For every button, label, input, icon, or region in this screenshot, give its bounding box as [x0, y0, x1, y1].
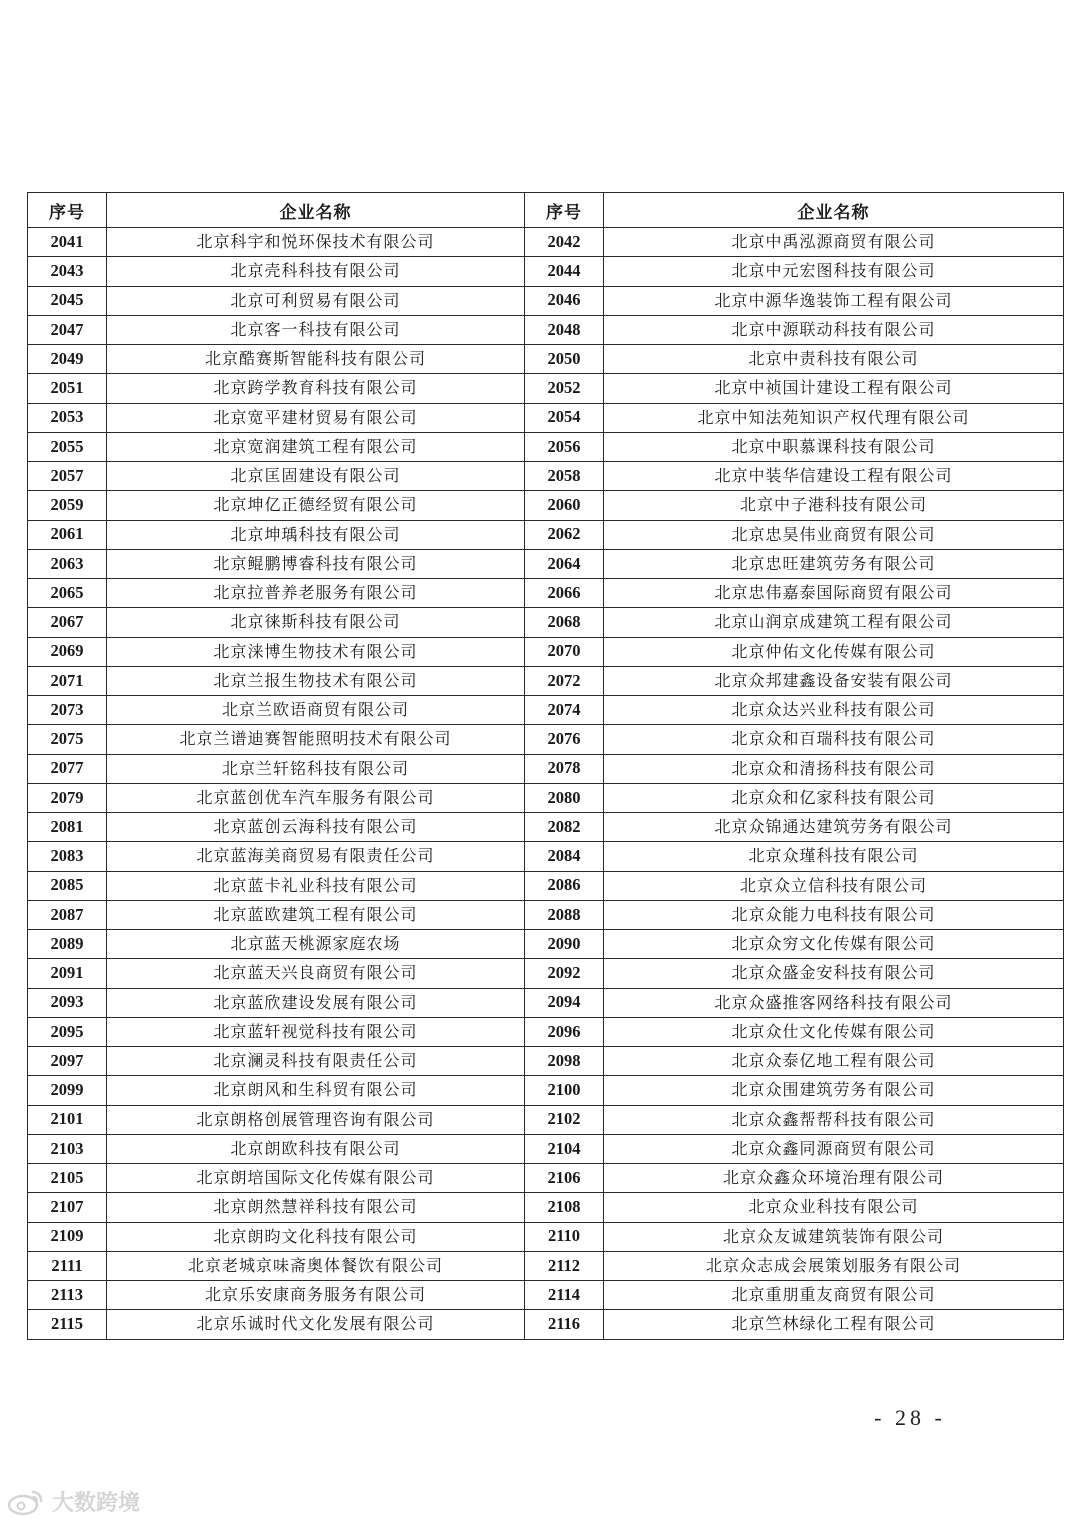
- company-name-cell: 北京朗昀文化科技有限公司: [107, 1222, 525, 1251]
- company-name-cell: 北京乐诚时代文化发展有限公司: [107, 1310, 525, 1339]
- company-name-cell: 北京中元宏图科技有限公司: [604, 257, 1064, 286]
- seq-cell: 2071: [28, 666, 107, 695]
- seq-cell: 2100: [525, 1076, 604, 1105]
- seq-cell: 2057: [28, 462, 107, 491]
- company-name-cell: 北京仲佑文化传媒有限公司: [604, 637, 1064, 666]
- seq-cell: 2106: [525, 1164, 604, 1193]
- table-row: [28, 1164, 1064, 1193]
- seq-cell: 2080: [525, 783, 604, 812]
- seq-cell: 2109: [28, 1222, 107, 1251]
- seq-cell: 2042: [525, 228, 604, 257]
- seq-cell: 2063: [28, 549, 107, 578]
- table-row: [28, 549, 1064, 578]
- seq-cell: 2084: [525, 842, 604, 871]
- seq-cell: 2092: [525, 959, 604, 988]
- company-name-cell: 北京科宇和悦环保技术有限公司: [107, 228, 525, 257]
- company-name-cell: 北京跨学教育科技有限公司: [107, 374, 525, 403]
- seq-cell: 2068: [525, 608, 604, 637]
- company-name-cell: 北京众泰亿地工程有限公司: [604, 1047, 1064, 1076]
- company-name-cell: 北京中职慕课科技有限公司: [604, 432, 1064, 461]
- table-row: [28, 579, 1064, 608]
- company-name-cell: 北京忠昊伟业商贸有限公司: [604, 520, 1064, 549]
- seq-cell: 2044: [525, 257, 604, 286]
- company-name-cell: 北京众穷文化传媒有限公司: [604, 930, 1064, 959]
- table-row: [28, 462, 1064, 491]
- company-name-cell: 北京蓝创优车汽车服务有限公司: [107, 783, 525, 812]
- seq-cell: 2096: [525, 1017, 604, 1046]
- company-name-cell: 北京可利贸易有限公司: [107, 286, 525, 315]
- seq-cell: 2073: [28, 696, 107, 725]
- seq-cell: 2099: [28, 1076, 107, 1105]
- weibo-logo-icon: [6, 1488, 46, 1516]
- header-seq-left: 序号: [28, 193, 107, 228]
- table-row: [28, 1193, 1064, 1222]
- seq-cell: 2046: [525, 286, 604, 315]
- company-name-cell: 北京中装华信建设工程有限公司: [604, 462, 1064, 491]
- company-name-cell: 北京众仕文化传媒有限公司: [604, 1017, 1064, 1046]
- company-name-cell: 北京众友诚建筑装饰有限公司: [604, 1222, 1064, 1251]
- seq-cell: 2049: [28, 345, 107, 374]
- company-name-cell: 北京匡固建设有限公司: [107, 462, 525, 491]
- company-name-cell: 北京中祯国计建设工程有限公司: [604, 374, 1064, 403]
- table-row: [28, 959, 1064, 988]
- table-row: [28, 1017, 1064, 1046]
- company-name-cell: 北京宽平建材贸易有限公司: [107, 403, 525, 432]
- company-name-cell: 北京兰谱迪赛智能照明技术有限公司: [107, 725, 525, 754]
- seq-cell: 2050: [525, 345, 604, 374]
- company-name-cell: 北京拉普养老服务有限公司: [107, 579, 525, 608]
- table-row: [28, 228, 1064, 257]
- seq-cell: 2093: [28, 988, 107, 1017]
- company-name-cell: 北京客一科技有限公司: [107, 315, 525, 344]
- company-name-cell: 北京老城京味斋奥体餐饮有限公司: [107, 1251, 525, 1280]
- table-row: [28, 725, 1064, 754]
- seq-cell: 2085: [28, 871, 107, 900]
- table-row: [28, 783, 1064, 812]
- company-name-cell: 北京众达兴业科技有限公司: [604, 696, 1064, 725]
- seq-cell: 2055: [28, 432, 107, 461]
- table-row: [28, 871, 1064, 900]
- company-name-cell: 北京徕斯科技有限公司: [107, 608, 525, 637]
- header-seq-right: 序号: [525, 193, 604, 228]
- seq-cell: 2064: [525, 549, 604, 578]
- seq-cell: 2103: [28, 1134, 107, 1163]
- seq-cell: 2095: [28, 1017, 107, 1046]
- company-name-cell: 北京蓝卡礼业科技有限公司: [107, 871, 525, 900]
- table-row: [28, 1281, 1064, 1310]
- company-name-cell: 北京众邦建鑫设备安装有限公司: [604, 666, 1064, 695]
- company-name-cell: 北京中源联动科技有限公司: [604, 315, 1064, 344]
- seq-cell: 2102: [525, 1105, 604, 1134]
- table-body: [28, 228, 1064, 1340]
- table-row: [28, 345, 1064, 374]
- table-header-row: [28, 193, 1064, 228]
- table-row: [28, 1310, 1064, 1339]
- table-row: [28, 1047, 1064, 1076]
- seq-cell: 2061: [28, 520, 107, 549]
- table-row: [28, 666, 1064, 695]
- seq-cell: 2081: [28, 813, 107, 842]
- table-row: [28, 988, 1064, 1017]
- company-name-cell: 北京众鑫众环境治理有限公司: [604, 1164, 1064, 1193]
- table-row: [28, 754, 1064, 783]
- company-name-cell: 北京重朋重友商贸有限公司: [604, 1281, 1064, 1310]
- seq-cell: 2091: [28, 959, 107, 988]
- company-name-cell: 北京众和百瑞科技有限公司: [604, 725, 1064, 754]
- seq-cell: 2065: [28, 579, 107, 608]
- company-name-cell: 北京忠伟嘉泰国际商贸有限公司: [604, 579, 1064, 608]
- company-name-cell: 北京众盛推客网络科技有限公司: [604, 988, 1064, 1017]
- seq-cell: 2053: [28, 403, 107, 432]
- company-name-cell: 北京蓝海美商贸易有限责任公司: [107, 842, 525, 871]
- company-name-cell: 北京兰轩铭科技有限公司: [107, 754, 525, 783]
- page-number: - 28 -: [874, 1405, 946, 1430]
- seq-cell: 2059: [28, 491, 107, 520]
- table-row: [28, 374, 1064, 403]
- seq-cell: 2054: [525, 403, 604, 432]
- table-row: [28, 696, 1064, 725]
- table-row: [28, 432, 1064, 461]
- seq-cell: 2097: [28, 1047, 107, 1076]
- seq-cell: 2116: [525, 1310, 604, 1339]
- company-name-cell: 北京蓝天桃源家庭农场: [107, 930, 525, 959]
- company-name-cell: 北京众和亿家科技有限公司: [604, 783, 1064, 812]
- company-name-cell: 北京众立信科技有限公司: [604, 871, 1064, 900]
- seq-cell: 2112: [525, 1251, 604, 1280]
- seq-cell: 2083: [28, 842, 107, 871]
- company-name-cell: 北京中源华逸装饰工程有限公司: [604, 286, 1064, 315]
- seq-cell: 2087: [28, 900, 107, 929]
- table-row: [28, 403, 1064, 432]
- company-name-cell: 北京众鑫帮帮科技有限公司: [604, 1105, 1064, 1134]
- table-row: [28, 520, 1064, 549]
- company-name-cell: 北京蓝创云海科技有限公司: [107, 813, 525, 842]
- company-name-cell: 北京宽润建筑工程有限公司: [107, 432, 525, 461]
- company-list-table: [27, 192, 1064, 1340]
- seq-cell: 2079: [28, 783, 107, 812]
- table-row: [28, 900, 1064, 929]
- seq-cell: 2115: [28, 1310, 107, 1339]
- company-name-cell: 北京酷赛斯智能科技有限公司: [107, 345, 525, 374]
- seq-cell: 2113: [28, 1281, 107, 1310]
- table-row: [28, 608, 1064, 637]
- table-row: [28, 1076, 1064, 1105]
- company-name-cell: 北京竺林绿化工程有限公司: [604, 1310, 1064, 1339]
- seq-cell: 2108: [525, 1193, 604, 1222]
- table-row: [28, 930, 1064, 959]
- company-name-cell: 北京众瑾科技有限公司: [604, 842, 1064, 871]
- company-name-cell: 北京众志成会展策划服务有限公司: [604, 1251, 1064, 1280]
- company-name-cell: 北京朗欧科技有限公司: [107, 1134, 525, 1163]
- table-row: [28, 315, 1064, 344]
- seq-cell: 2041: [28, 228, 107, 257]
- company-name-cell: 北京朗然慧祥科技有限公司: [107, 1193, 525, 1222]
- company-name-cell: 北京兰报生物技术有限公司: [107, 666, 525, 695]
- table-row: [28, 813, 1064, 842]
- company-name-cell: 北京坤瑀科技有限公司: [107, 520, 525, 549]
- seq-cell: 2043: [28, 257, 107, 286]
- company-name-cell: 北京众锦通达建筑劳务有限公司: [604, 813, 1064, 842]
- company-name-cell: 北京涞博生物技术有限公司: [107, 637, 525, 666]
- seq-cell: 2111: [28, 1251, 107, 1280]
- seq-cell: 2062: [525, 520, 604, 549]
- company-name-cell: 北京朗格创展管理咨询有限公司: [107, 1105, 525, 1134]
- seq-cell: 2045: [28, 286, 107, 315]
- company-name-cell: 北京忠旺建筑劳务有限公司: [604, 549, 1064, 578]
- seq-cell: 2078: [525, 754, 604, 783]
- seq-cell: 2048: [525, 315, 604, 344]
- seq-cell: 2070: [525, 637, 604, 666]
- seq-cell: 2090: [525, 930, 604, 959]
- company-name-cell: 北京鲲鹏博睿科技有限公司: [107, 549, 525, 578]
- company-name-cell: 北京众和清扬科技有限公司: [604, 754, 1064, 783]
- seq-cell: 2098: [525, 1047, 604, 1076]
- company-name-cell: 北京蓝欧建筑工程有限公司: [107, 900, 525, 929]
- seq-cell: 2114: [525, 1281, 604, 1310]
- seq-cell: 2077: [28, 754, 107, 783]
- company-name-cell: 北京蓝欣建设发展有限公司: [107, 988, 525, 1017]
- table-row: [28, 491, 1064, 520]
- seq-cell: 2082: [525, 813, 604, 842]
- table-row: [28, 1134, 1064, 1163]
- company-name-cell: 北京山润京成建筑工程有限公司: [604, 608, 1064, 637]
- company-name-cell: 北京壳科科技有限公司: [107, 257, 525, 286]
- seq-cell: 2104: [525, 1134, 604, 1163]
- seq-cell: 2101: [28, 1105, 107, 1134]
- table-row: [28, 637, 1064, 666]
- company-name-cell: 北京朗风和生科贸有限公司: [107, 1076, 525, 1105]
- company-name-cell: 北京蓝天兴良商贸有限公司: [107, 959, 525, 988]
- seq-cell: 2105: [28, 1164, 107, 1193]
- seq-cell: 2074: [525, 696, 604, 725]
- company-name-cell: 北京乐安康商务服务有限公司: [107, 1281, 525, 1310]
- company-name-cell: 北京蓝轩视觉科技有限公司: [107, 1017, 525, 1046]
- company-name-cell: 北京中子港科技有限公司: [604, 491, 1064, 520]
- seq-cell: 2051: [28, 374, 107, 403]
- table-row: [28, 1222, 1064, 1251]
- seq-cell: 2075: [28, 725, 107, 754]
- seq-cell: 2072: [525, 666, 604, 695]
- company-name-cell: 北京兰欧语商贸有限公司: [107, 696, 525, 725]
- seq-cell: 2088: [525, 900, 604, 929]
- seq-cell: 2067: [28, 608, 107, 637]
- header-name-right: 企业名称: [604, 193, 1064, 228]
- seq-cell: 2076: [525, 725, 604, 754]
- company-name-cell: 北京朗培国际文化传媒有限公司: [107, 1164, 525, 1193]
- company-name-cell: 北京众业科技有限公司: [604, 1193, 1064, 1222]
- table-row: [28, 1105, 1064, 1134]
- seq-cell: 2089: [28, 930, 107, 959]
- seq-cell: 2094: [525, 988, 604, 1017]
- seq-cell: 2060: [525, 491, 604, 520]
- seq-cell: 2066: [525, 579, 604, 608]
- seq-cell: 2086: [525, 871, 604, 900]
- company-name-cell: 北京坤亿正德经贸有限公司: [107, 491, 525, 520]
- company-name-cell: 北京中责科技有限公司: [604, 345, 1064, 374]
- company-name-cell: 北京众围建筑劳务有限公司: [604, 1076, 1064, 1105]
- seq-cell: 2056: [525, 432, 604, 461]
- seq-cell: 2069: [28, 637, 107, 666]
- header-name-left: 企业名称: [107, 193, 525, 228]
- company-name-cell: 北京中禹泓源商贸有限公司: [604, 228, 1064, 257]
- watermark: [6, 1486, 140, 1517]
- company-name-cell: 北京众鑫同源商贸有限公司: [604, 1134, 1064, 1163]
- watermark-text: 大数跨境: [52, 1491, 141, 1516]
- table-row: [28, 1251, 1064, 1280]
- seq-cell: 2047: [28, 315, 107, 344]
- seq-cell: 2107: [28, 1193, 107, 1222]
- company-name-cell: 北京中知法苑知识产权代理有限公司: [604, 403, 1064, 432]
- table-row: [28, 257, 1064, 286]
- company-name-cell: 北京众能力电科技有限公司: [604, 900, 1064, 929]
- table-row: [28, 286, 1064, 315]
- seq-cell: 2052: [525, 374, 604, 403]
- company-name-cell: 北京众盛金安科技有限公司: [604, 959, 1064, 988]
- company-name-cell: 北京澜灵科技有限责任公司: [107, 1047, 525, 1076]
- seq-cell: 2110: [525, 1222, 604, 1251]
- seq-cell: 2058: [525, 462, 604, 491]
- table-row: [28, 842, 1064, 871]
